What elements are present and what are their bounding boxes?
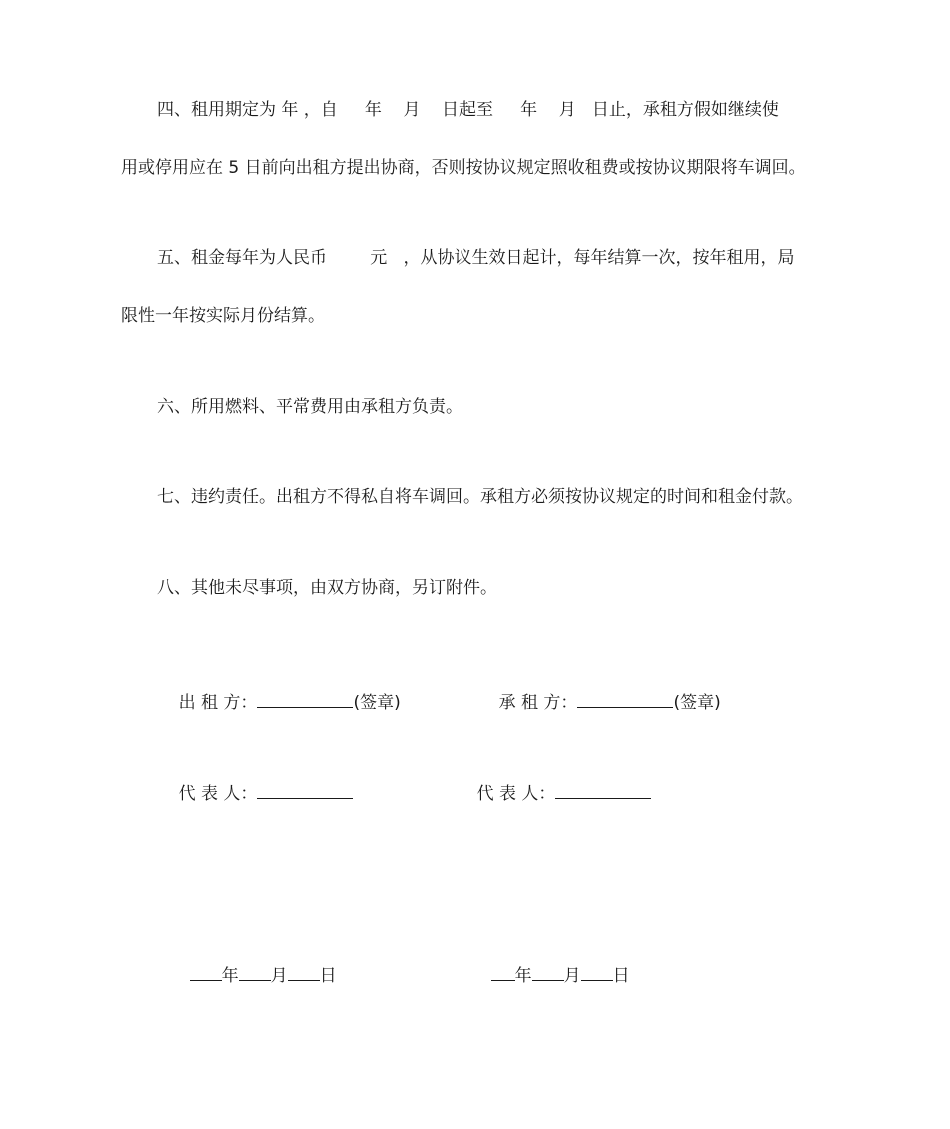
lessor-signature-blank: [257, 690, 353, 708]
date-right: [469, 941, 630, 1009]
date-right-day: 日: [612, 966, 630, 986]
lessee-seal-note: (签章): [673, 693, 721, 713]
date-left-month: 月: [270, 966, 288, 986]
clause-5-line-2: 限性一年按实际月份结算。: [121, 306, 325, 326]
lessee-signature-blank: [577, 690, 673, 708]
clause-5-line-1: 五、租金每年为人民币 元 ，从协议生效日起计，每年结算一次，按年租用，局: [157, 248, 795, 268]
rep-right-label: 代 表 人：: [476, 784, 556, 804]
date-left-month-blank: [239, 963, 271, 981]
clause-7: 七、违约责任。出租方不得私自将车调回。承租方必须按协议规定的时间和租金付款。: [157, 487, 803, 507]
lessor-signature: [157, 668, 401, 736]
rep-right: [455, 759, 651, 827]
lessor-label: 出 租 方：: [178, 693, 258, 713]
date-left: [168, 941, 337, 1009]
date-right-year-blank: [491, 963, 515, 981]
clause-4-line-1: 四、租用期定为 年 ，自 年 月 日起至 年 月 日止，承租方假如继续使: [157, 100, 779, 120]
rep-right-blank: [555, 781, 651, 799]
date-right-month-blank: [532, 963, 564, 981]
lessor-seal-note: (签章): [353, 693, 401, 713]
rep-left: [157, 759, 353, 827]
date-left-day: 日: [319, 966, 337, 986]
date-left-day-blank: [288, 963, 320, 981]
date-right-year: 年: [514, 966, 532, 986]
date-right-month: 月: [563, 966, 581, 986]
rep-left-label: 代 表 人：: [178, 784, 258, 804]
date-left-year-blank: [190, 963, 222, 981]
date-left-year: 年: [221, 966, 239, 986]
clause-6: 六、所用燃料、平常费用由承租方负责。: [157, 397, 463, 417]
clause-8: 八、其他未尽事项，由双方协商，另订附件。: [157, 578, 497, 598]
date-right-day-blank: [581, 963, 613, 981]
clause-4-line-2: 用或停用应在 5 日前向出租方提出协商，否则按协议规定照收租费或按协议期限将车调回。: [121, 158, 806, 178]
rep-left-blank: [257, 781, 353, 799]
lessee-signature: [477, 668, 721, 736]
lessee-label: 承 租 方：: [498, 693, 578, 713]
